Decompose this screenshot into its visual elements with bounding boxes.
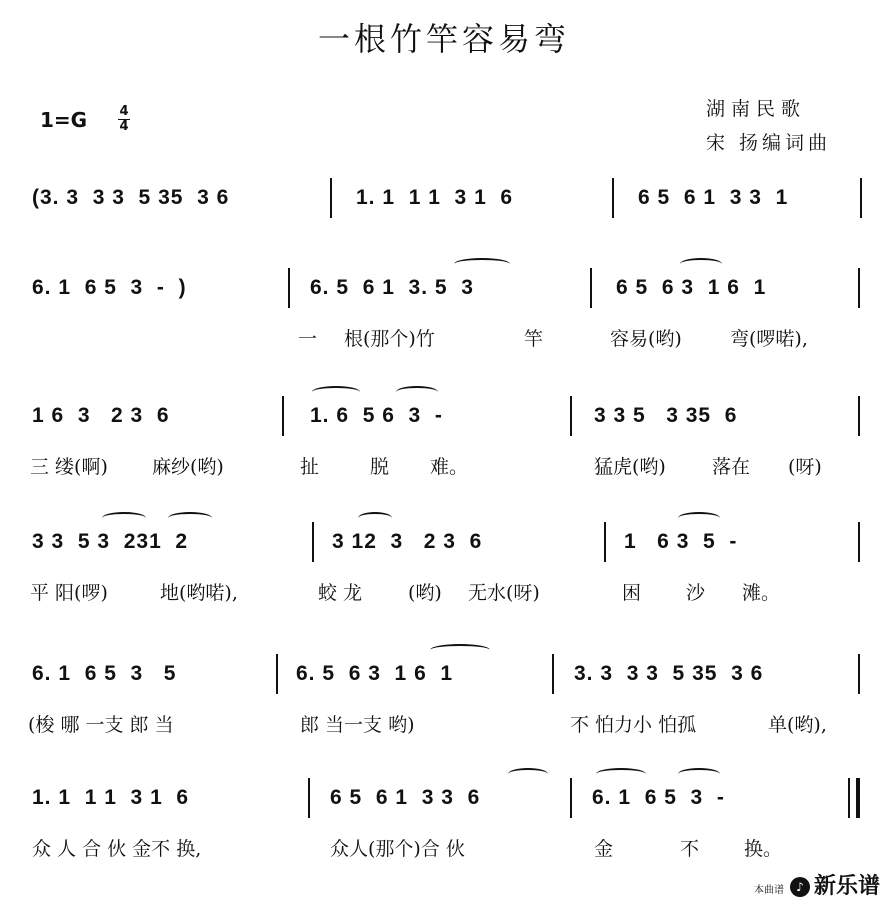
lyric: 不 — [680, 838, 700, 860]
measure: 6. 1 6 5 3 5 — [32, 662, 177, 685]
measure: 6 5 6 3 1 6 1 — [616, 276, 767, 299]
measure: 6 5 6 1 3 3 6 — [330, 786, 481, 809]
lyric: 脱 — [370, 456, 390, 478]
notes-row — [0, 526, 888, 566]
measure: 6 5 6 1 3 3 1 — [638, 186, 789, 209]
time-signature-top: 4 — [119, 104, 129, 119]
watermark-small-text: 本曲谱 — [753, 885, 784, 896]
barline — [612, 178, 614, 218]
barline — [590, 268, 592, 308]
barline — [282, 396, 284, 436]
lyric: 金 — [594, 838, 614, 860]
lyric: 众人(那个)合 伙 — [330, 838, 465, 860]
lyric: 猛虎(哟) — [594, 456, 666, 478]
measure: 1. 1 1 1 3 1 6 — [32, 786, 190, 809]
lyric: 麻纱(哟) — [152, 456, 224, 478]
measure: 6. 1 6 5 3 - ) — [32, 276, 187, 299]
barline — [858, 396, 860, 436]
measure: 6. 1 6 5 3 - — [592, 786, 725, 809]
lyric: 不 怕力小 怕孤 — [570, 714, 697, 736]
barline — [570, 778, 572, 818]
staff-4 — [0, 526, 888, 638]
slur — [680, 258, 722, 270]
lyric: 落在 — [712, 456, 751, 478]
slur — [508, 768, 548, 780]
slur — [396, 386, 438, 398]
slur — [312, 386, 360, 398]
lyric: 换。 — [744, 838, 783, 860]
barline — [552, 654, 554, 694]
slur — [678, 512, 720, 524]
barline — [858, 268, 860, 308]
lyric: 三 缕(啊) — [30, 456, 108, 478]
lyric: 沙 — [686, 582, 706, 604]
barline — [330, 178, 332, 218]
lyric: 难。 — [430, 456, 469, 478]
staff-3 — [0, 400, 888, 512]
song-title: 一根竹竿容易弯 — [317, 20, 570, 58]
barline — [604, 522, 606, 562]
credit-author: 宋 扬编词曲 — [706, 132, 832, 154]
measure: 6. 5 6 1 3. 5 3 — [310, 276, 474, 299]
lyric: 众 人 合 伙 金不 换, — [32, 838, 202, 860]
slur — [596, 768, 646, 780]
music-disc-icon: ♪ — [790, 877, 810, 897]
barline — [570, 396, 572, 436]
lyric: (呀) — [788, 456, 822, 478]
watermark-logo — [754, 869, 880, 900]
measure: 3 3 5 3 231 2 — [32, 530, 189, 553]
lyric: (梭 哪 一支 郎 当 — [28, 714, 174, 736]
lyric: (哟) — [408, 582, 442, 604]
lyric: 蛟 龙 — [318, 582, 363, 604]
barline — [858, 522, 860, 562]
measure: 1 6 3 5 - — [624, 530, 738, 553]
lyric: 郎 当一支 哟) — [300, 714, 415, 736]
slur — [358, 512, 392, 524]
measure: 3 12 3 2 3 6 — [332, 530, 483, 553]
slur — [102, 512, 146, 524]
staff-5 — [0, 658, 888, 770]
measure: (3. 3 3 3 5 35 3 6 — [32, 186, 230, 209]
watermark-brand: 新乐谱 — [813, 874, 880, 899]
notes-row — [0, 658, 888, 698]
lyric: 困 — [622, 582, 642, 604]
notes-row — [0, 272, 888, 312]
lyric: 扯 — [300, 456, 320, 478]
time-signature-bottom: 4 — [119, 119, 129, 134]
measure: 3. 3 3 3 5 35 3 6 — [574, 662, 764, 685]
notes-row — [0, 182, 888, 222]
lyric: 地(哟喏), — [160, 582, 238, 604]
lyric: 滩。 — [742, 582, 781, 604]
slur — [168, 512, 212, 524]
key-signature: 1=G — [40, 108, 88, 132]
barline — [308, 778, 310, 818]
measure: 1. 1 1 1 3 1 6 — [356, 186, 514, 209]
barline — [858, 654, 860, 694]
barline — [848, 778, 850, 818]
lyric: 容易(哟) — [610, 328, 682, 350]
lyric: 竿 — [524, 328, 544, 350]
notes-row — [0, 400, 888, 440]
slur — [678, 768, 720, 780]
barline — [288, 268, 290, 308]
measure: 6. 5 6 3 1 6 1 — [296, 662, 454, 685]
final-barline — [856, 778, 860, 818]
measure: 3 3 5 3 35 6 — [594, 404, 738, 427]
barline — [276, 654, 278, 694]
barline — [312, 522, 314, 562]
staff-2 — [0, 272, 888, 384]
slur — [430, 644, 490, 656]
lyric: 单(哟), — [768, 714, 827, 736]
lyric: 弯(啰喏), — [730, 328, 808, 350]
barline — [860, 178, 862, 218]
notes-row — [0, 782, 888, 822]
lyric: 一 — [298, 328, 318, 350]
time-signature — [118, 106, 130, 133]
slur — [454, 258, 510, 270]
lyric: 平 阳(啰) — [30, 582, 108, 604]
credit-origin: 湖南民歌 — [706, 98, 807, 120]
lyric: 无水(呀) — [468, 582, 540, 604]
lyric: 根(那个)竹 — [344, 328, 435, 350]
measure: 1. 6 5 6 3 - — [310, 404, 443, 427]
measure: 1 6 3 2 3 6 — [32, 404, 170, 427]
